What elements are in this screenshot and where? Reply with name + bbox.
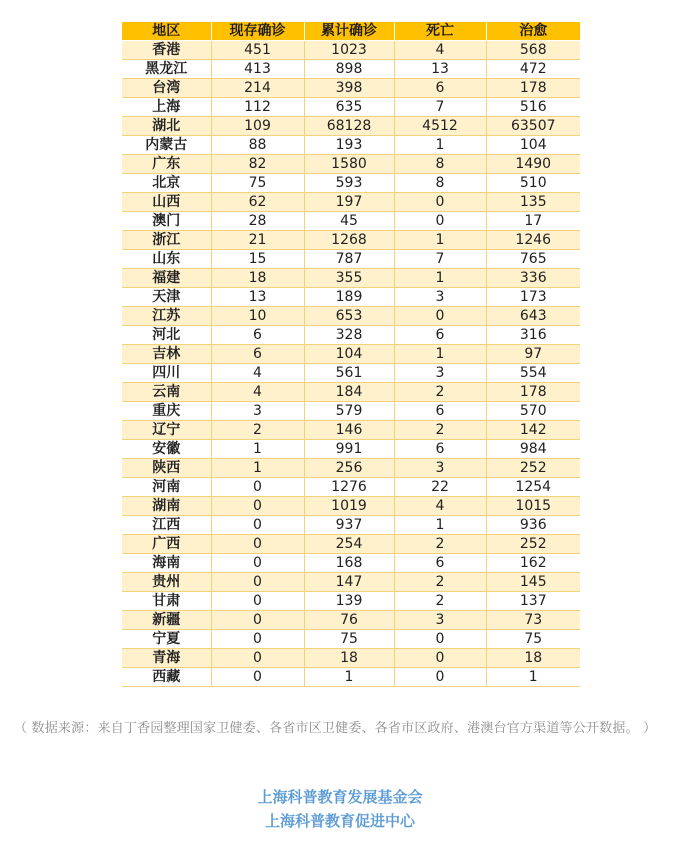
covid-data-table-container: [122, 22, 580, 687]
cell-deaths: 1: [394, 269, 486, 288]
cell-total-confirmed: 1268: [304, 231, 394, 250]
cell-region: 上海: [122, 98, 211, 117]
cell-current-confirmed: 4: [211, 364, 304, 383]
cell-region: 江西: [122, 516, 211, 535]
cell-current-confirmed: 0: [211, 611, 304, 630]
org-name-center: 上海科普教育促进中心: [264, 812, 415, 830]
cell-recovered: 765: [486, 250, 580, 269]
cell-current-confirmed: 0: [211, 668, 304, 687]
cell-deaths: 3: [394, 611, 486, 630]
cell-total-confirmed: 168: [304, 554, 394, 573]
table-row: [122, 649, 580, 668]
table-row: [122, 421, 580, 440]
cell-region: 吉林: [122, 345, 211, 364]
cell-current-confirmed: 3: [211, 402, 304, 421]
table-row: [122, 383, 580, 402]
cell-total-confirmed: 1276: [304, 478, 394, 497]
cell-region: 云南: [122, 383, 211, 402]
cell-current-confirmed: 75: [211, 174, 304, 193]
cell-deaths: 2: [394, 535, 486, 554]
table-row: [122, 402, 580, 421]
cell-deaths: 8: [394, 155, 486, 174]
cell-total-confirmed: 75: [304, 630, 394, 649]
cell-current-confirmed: 2: [211, 421, 304, 440]
table-row: [122, 193, 580, 212]
table-row: [122, 516, 580, 535]
cell-total-confirmed: 45: [304, 212, 394, 231]
header-current-confirmed: 现存确诊: [211, 22, 304, 41]
cell-region: 湖南: [122, 497, 211, 516]
cell-recovered: 18: [486, 649, 580, 668]
table-row: [122, 98, 580, 117]
header-recovered: 治愈: [486, 22, 580, 41]
cell-recovered: 472: [486, 60, 580, 79]
cell-region: 香港: [122, 41, 211, 60]
cell-total-confirmed: 193: [304, 136, 394, 155]
header-total-confirmed: 累计确诊: [304, 22, 394, 41]
cell-current-confirmed: 214: [211, 79, 304, 98]
cell-total-confirmed: 1580: [304, 155, 394, 174]
cell-deaths: 3: [394, 459, 486, 478]
cell-current-confirmed: 109: [211, 117, 304, 136]
cell-current-confirmed: 21: [211, 231, 304, 250]
covid-data-table: [122, 22, 580, 687]
cell-deaths: 0: [394, 193, 486, 212]
cell-region: 广西: [122, 535, 211, 554]
cell-region: 青海: [122, 649, 211, 668]
cell-recovered: 1246: [486, 231, 580, 250]
table-row: [122, 155, 580, 174]
cell-recovered: 97: [486, 345, 580, 364]
cell-total-confirmed: 1023: [304, 41, 394, 60]
cell-deaths: 6: [394, 440, 486, 459]
table-row: [122, 269, 580, 288]
cell-total-confirmed: 189: [304, 288, 394, 307]
cell-deaths: 3: [394, 288, 486, 307]
cell-current-confirmed: 18: [211, 269, 304, 288]
cell-current-confirmed: 6: [211, 326, 304, 345]
cell-region: 澳门: [122, 212, 211, 231]
cell-deaths: 0: [394, 668, 486, 687]
table-row: [122, 459, 580, 478]
cell-current-confirmed: 28: [211, 212, 304, 231]
cell-current-confirmed: 0: [211, 573, 304, 592]
cell-deaths: 4: [394, 41, 486, 60]
cell-recovered: 1015: [486, 497, 580, 516]
cell-total-confirmed: 328: [304, 326, 394, 345]
cell-total-confirmed: 197: [304, 193, 394, 212]
cell-region: 新疆: [122, 611, 211, 630]
cell-recovered: 252: [486, 535, 580, 554]
cell-current-confirmed: 88: [211, 136, 304, 155]
cell-current-confirmed: 413: [211, 60, 304, 79]
table-row: [122, 250, 580, 269]
cell-region: 天津: [122, 288, 211, 307]
cell-current-confirmed: 62: [211, 193, 304, 212]
cell-deaths: 6: [394, 402, 486, 421]
cell-total-confirmed: 147: [304, 573, 394, 592]
cell-recovered: 1490: [486, 155, 580, 174]
cell-current-confirmed: 0: [211, 478, 304, 497]
cell-recovered: 554: [486, 364, 580, 383]
table-body: [122, 41, 580, 687]
cell-deaths: 7: [394, 250, 486, 269]
cell-total-confirmed: 579: [304, 402, 394, 421]
cell-deaths: 4: [394, 497, 486, 516]
cell-total-confirmed: 653: [304, 307, 394, 326]
table-row: [122, 60, 580, 79]
cell-deaths: 13: [394, 60, 486, 79]
header-deaths: 死亡: [394, 22, 486, 41]
cell-region: 甘肃: [122, 592, 211, 611]
cell-total-confirmed: 593: [304, 174, 394, 193]
cell-total-confirmed: 355: [304, 269, 394, 288]
cell-total-confirmed: 146: [304, 421, 394, 440]
cell-recovered: 336: [486, 269, 580, 288]
cell-recovered: 1: [486, 668, 580, 687]
cell-recovered: 104: [486, 136, 580, 155]
cell-current-confirmed: 0: [211, 516, 304, 535]
cell-deaths: 22: [394, 478, 486, 497]
table-row: [122, 592, 580, 611]
table-row: [122, 611, 580, 630]
cell-total-confirmed: 898: [304, 60, 394, 79]
cell-deaths: 6: [394, 326, 486, 345]
table-row: [122, 478, 580, 497]
cell-region: 河北: [122, 326, 211, 345]
cell-recovered: 570: [486, 402, 580, 421]
cell-region: 河南: [122, 478, 211, 497]
cell-region: 江苏: [122, 307, 211, 326]
table-row: [122, 212, 580, 231]
table-row: [122, 326, 580, 345]
cell-recovered: 516: [486, 98, 580, 117]
table-row: [122, 288, 580, 307]
header-row: [122, 22, 580, 41]
cell-deaths: 0: [394, 307, 486, 326]
cell-recovered: 316: [486, 326, 580, 345]
cell-recovered: 643: [486, 307, 580, 326]
data-source-note: （ 数据来源：来自丁香园整理国家卫健委、各省市区卫健委、各省市区政府、港澳台官方渠道等公开数据。 ）: [14, 721, 657, 736]
cell-deaths: 0: [394, 649, 486, 668]
cell-current-confirmed: 1: [211, 459, 304, 478]
cell-region: 广东: [122, 155, 211, 174]
cell-recovered: 984: [486, 440, 580, 459]
cell-region: 安徽: [122, 440, 211, 459]
cell-region: 辽宁: [122, 421, 211, 440]
cell-region: 陕西: [122, 459, 211, 478]
table-row: [122, 174, 580, 193]
cell-current-confirmed: 15: [211, 250, 304, 269]
cell-current-confirmed: 13: [211, 288, 304, 307]
cell-deaths: 2: [394, 573, 486, 592]
table-row: [122, 554, 580, 573]
table-row: [122, 364, 580, 383]
cell-total-confirmed: 1019: [304, 497, 394, 516]
cell-recovered: 75: [486, 630, 580, 649]
table-row: [122, 136, 580, 155]
cell-recovered: 162: [486, 554, 580, 573]
cell-recovered: 63507: [486, 117, 580, 136]
cell-recovered: 178: [486, 79, 580, 98]
cell-current-confirmed: 0: [211, 630, 304, 649]
cell-region: 山东: [122, 250, 211, 269]
cell-current-confirmed: 82: [211, 155, 304, 174]
cell-current-confirmed: 0: [211, 554, 304, 573]
cell-deaths: 2: [394, 383, 486, 402]
cell-deaths: 0: [394, 212, 486, 231]
cell-deaths: 1: [394, 345, 486, 364]
table-row: [122, 630, 580, 649]
cell-recovered: 178: [486, 383, 580, 402]
table-row: [122, 573, 580, 592]
cell-total-confirmed: 104: [304, 345, 394, 364]
table-row: [122, 497, 580, 516]
cell-deaths: 1: [394, 231, 486, 250]
table-header: [122, 22, 580, 41]
cell-recovered: 252: [486, 459, 580, 478]
cell-region: 海南: [122, 554, 211, 573]
table-row: [122, 345, 580, 364]
cell-region: 湖北: [122, 117, 211, 136]
cell-recovered: 137: [486, 592, 580, 611]
cell-region: 重庆: [122, 402, 211, 421]
cell-current-confirmed: 6: [211, 345, 304, 364]
cell-recovered: 135: [486, 193, 580, 212]
cell-total-confirmed: 68128: [304, 117, 394, 136]
cell-total-confirmed: 254: [304, 535, 394, 554]
cell-current-confirmed: 0: [211, 592, 304, 611]
cell-recovered: 936: [486, 516, 580, 535]
cell-current-confirmed: 0: [211, 497, 304, 516]
cell-total-confirmed: 561: [304, 364, 394, 383]
cell-current-confirmed: 0: [211, 649, 304, 668]
cell-recovered: 1254: [486, 478, 580, 497]
cell-total-confirmed: 76: [304, 611, 394, 630]
table-row: [122, 231, 580, 250]
cell-total-confirmed: 787: [304, 250, 394, 269]
cell-deaths: 8: [394, 174, 486, 193]
cell-recovered: 568: [486, 41, 580, 60]
cell-region: 北京: [122, 174, 211, 193]
cell-deaths: 3: [394, 364, 486, 383]
cell-recovered: 173: [486, 288, 580, 307]
cell-deaths: 6: [394, 79, 486, 98]
cell-deaths: 7: [394, 98, 486, 117]
cell-region: 山西: [122, 193, 211, 212]
cell-total-confirmed: 1: [304, 668, 394, 687]
cell-deaths: 1: [394, 136, 486, 155]
cell-current-confirmed: 4: [211, 383, 304, 402]
cell-region: 宁夏: [122, 630, 211, 649]
cell-deaths: 2: [394, 421, 486, 440]
cell-total-confirmed: 18: [304, 649, 394, 668]
org-name-foundation: 上海科普教育发展基金会: [257, 788, 423, 806]
cell-total-confirmed: 139: [304, 592, 394, 611]
table-row: [122, 307, 580, 326]
cell-total-confirmed: 991: [304, 440, 394, 459]
table-row: [122, 117, 580, 136]
cell-region: 贵州: [122, 573, 211, 592]
cell-region: 台湾: [122, 79, 211, 98]
cell-region: 西藏: [122, 668, 211, 687]
cell-deaths: 1: [394, 516, 486, 535]
header-region: 地区: [122, 22, 211, 41]
cell-deaths: 4512: [394, 117, 486, 136]
table-row: [122, 440, 580, 459]
cell-recovered: 145: [486, 573, 580, 592]
cell-current-confirmed: 1: [211, 440, 304, 459]
cell-current-confirmed: 10: [211, 307, 304, 326]
cell-total-confirmed: 184: [304, 383, 394, 402]
cell-recovered: 142: [486, 421, 580, 440]
cell-region: 四川: [122, 364, 211, 383]
cell-region: 福建: [122, 269, 211, 288]
cell-region: 黑龙江: [122, 60, 211, 79]
cell-current-confirmed: 451: [211, 41, 304, 60]
table-row: [122, 79, 580, 98]
cell-deaths: 0: [394, 630, 486, 649]
cell-region: 浙江: [122, 231, 211, 250]
cell-recovered: 17: [486, 212, 580, 231]
cell-deaths: 2: [394, 592, 486, 611]
cell-current-confirmed: 112: [211, 98, 304, 117]
table-row: [122, 535, 580, 554]
cell-total-confirmed: 398: [304, 79, 394, 98]
cell-total-confirmed: 256: [304, 459, 394, 478]
cell-recovered: 73: [486, 611, 580, 630]
table-row: [122, 41, 580, 60]
cell-current-confirmed: 0: [211, 535, 304, 554]
cell-total-confirmed: 635: [304, 98, 394, 117]
table-row: [122, 668, 580, 687]
cell-total-confirmed: 937: [304, 516, 394, 535]
cell-deaths: 6: [394, 554, 486, 573]
cell-recovered: 510: [486, 174, 580, 193]
cell-region: 内蒙古: [122, 136, 211, 155]
